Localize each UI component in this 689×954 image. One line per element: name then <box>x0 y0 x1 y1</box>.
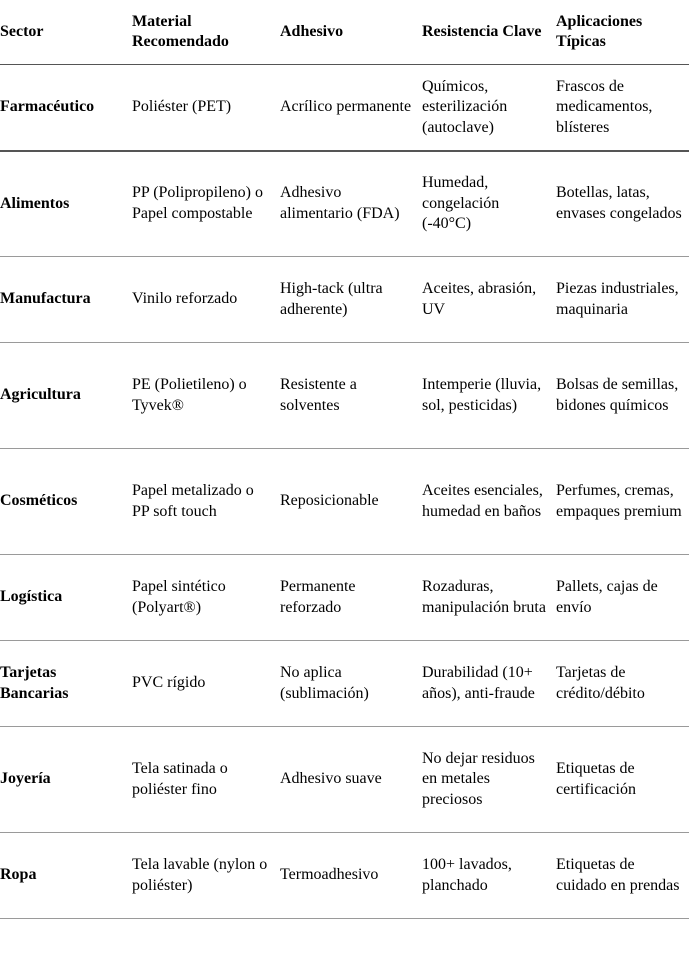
cell-sector: Cosméticos <box>0 449 130 555</box>
cell-material: Tela satinada o poliéster fino <box>130 727 278 833</box>
header-resistencia: Resistencia Clave <box>422 22 542 40</box>
cell-sector: Farmacéutico <box>0 65 130 151</box>
cell-aplicaciones: Perfumes, cremas, empaques premium <box>554 449 689 555</box>
cell-sector: Agricultura <box>0 343 130 449</box>
header-adhesivo: Adhesivo <box>280 22 344 40</box>
cell-resistencia: Durabilidad (10+ años), anti-fraude <box>420 641 554 727</box>
table-row <box>0 727 689 833</box>
cell-sector: Ropa <box>0 833 130 919</box>
cell-aplicaciones: Bolsas de semillas, bidones químicos <box>554 343 689 449</box>
cell-sector: Joyería <box>0 727 130 833</box>
header-sector: Sector <box>0 22 44 40</box>
cell-resistencia: Aceites esenciales, humedad en baños <box>420 449 554 555</box>
cell-adhesivo: Permanente reforzado <box>278 555 420 641</box>
cell-resistencia: Rozaduras, manipulación bruta <box>420 555 554 641</box>
cell-material: Papel sintético (Polyart®) <box>130 555 278 641</box>
header-row <box>0 0 689 65</box>
cell-aplicaciones: Frascos de medicamentos, blísteres <box>554 65 689 151</box>
cell-adhesivo: No aplica (sublimación) <box>278 641 420 727</box>
cell-material: PVC rígido <box>130 641 278 727</box>
cell-material: PP (Polipropileno) o Papel compostable <box>130 151 278 257</box>
table-row <box>0 641 689 727</box>
table-row <box>0 65 689 151</box>
cell-resistencia: Intemperie (lluvia, sol, pesticidas) <box>420 343 554 449</box>
cell-adhesivo: Adhesivo alimentario (FDA) <box>278 151 420 257</box>
cell-adhesivo: Termoadhesivo <box>278 833 420 919</box>
cell-sector: Logística <box>0 555 130 641</box>
cell-aplicaciones: Botellas, latas, envases congelados <box>554 151 689 257</box>
cell-resistencia: Químicos, esterilización (autoclave) <box>420 65 554 151</box>
table-row <box>0 555 689 641</box>
cell-adhesivo: Reposicionable <box>278 449 420 555</box>
header-aplicaciones: Aplicaciones Típicas <box>556 12 643 50</box>
cell-material: Vinilo reforzado <box>130 257 278 343</box>
table-row <box>0 257 689 343</box>
cell-material: Tela lavable (nylon o poliéster) <box>130 833 278 919</box>
cell-aplicaciones: Etiquetas de certificación <box>554 727 689 833</box>
cell-resistencia: No dejar residuos en metales preciosos <box>420 727 554 833</box>
table-row <box>0 833 689 919</box>
cell-aplicaciones: Piezas industriales, maquinaria <box>554 257 689 343</box>
cell-adhesivo: High-tack (ultra adherente) <box>278 257 420 343</box>
table-row <box>0 151 689 257</box>
cell-sector: Tarjetas Bancarias <box>0 641 130 727</box>
cell-material: Poliéster (PET) <box>130 65 278 151</box>
cell-material: Papel metalizado o PP soft touch <box>130 449 278 555</box>
header-material: Material Recomendado <box>132 12 229 50</box>
cell-sector: Alimentos <box>0 151 130 257</box>
cell-adhesivo: Adhesivo suave <box>278 727 420 833</box>
cell-material: PE (Polietileno) o Tyvek® <box>130 343 278 449</box>
cell-aplicaciones: Pallets, cajas de envío <box>554 555 689 641</box>
cell-adhesivo: Acrílico permanente <box>278 65 420 151</box>
cell-resistencia: 100+ lavados, planchado <box>420 833 554 919</box>
cell-adhesivo: Resistente a solventes <box>278 343 420 449</box>
cell-sector: Manufactura <box>0 257 130 343</box>
table-row <box>0 449 689 555</box>
cell-resistencia: Aceites, abrasión, UV <box>420 257 554 343</box>
cell-resistencia: Humedad, congelación (-40°C) <box>420 151 554 257</box>
cell-aplicaciones: Etiquetas de cuidado en prendas <box>554 833 689 919</box>
cell-aplicaciones: Tarjetas de crédito/débito <box>554 641 689 727</box>
table-row <box>0 343 689 449</box>
